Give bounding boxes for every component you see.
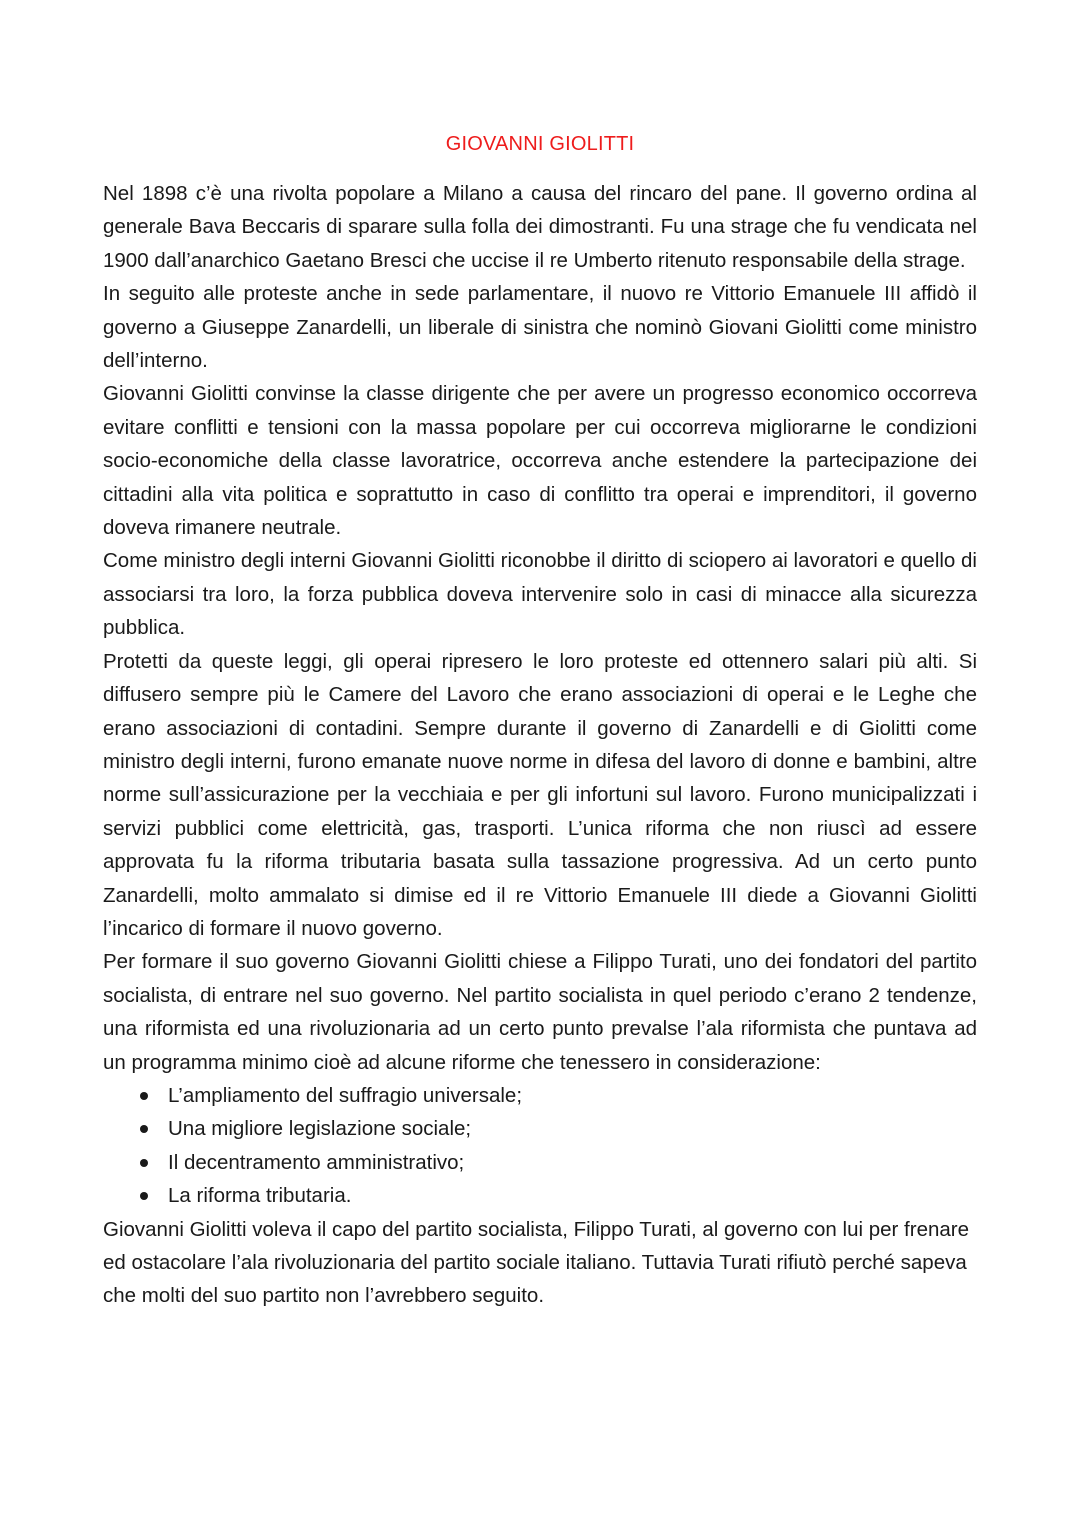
list-item-text: La riforma tributaria.: [168, 1184, 352, 1208]
paragraph: Protetti da queste leggi, gli operai ripresero le loro proteste ed ottennero salari più alti. Si diffusero sempre più le Camere del Lavoro che erano associazioni di operai e le Leghe che erano associazioni di contadini. Sempre durante il governo di Zanardelli e di Giolitti come ministro degli interni, furono emanate nuove norme in difesa del lavoro di donne e bambini, altre norme sull’assicurazione per la vecchiaia e per gli infortuni sul lavoro. Furono municipalizzati i servizi pubblici come elettricità, gas, trasporti. L’unica riforma che non riuscì ad essere approvata fu la riforma tributaria basata sulla tassazione progressiva. Ad un certo punto Zanardelli, molto ammalato si dimise ed il re Vittorio Emanuele III diede a Giovanni Giolitti l’incarico di formare il nuovo governo.: [103, 649, 977, 940]
closing-paragraph: Giovanni Giolitti voleva il capo del partito socialista, Filippo Turati, al governo con lui per frenare ed ostacolare l’ala rivoluzionaria del partito sociale italiano. Tuttavia Turati rifiutò perché sapeva che molti del suo partito non l’avrebbero seguito.: [103, 1217, 969, 1308]
list-item: [139, 1179, 977, 1212]
list-item-text: L’ampliamento del suffragio universale;: [168, 1083, 523, 1107]
paragraph: Per formare il suo governo Giovanni Giolitti chiese a Filippo Turati, uno dei fondatori del partito socialista, di entrare nel suo governo. Nel partito socialista in quel periodo c’erano 2 tendenze, una riformista ed una rivoluzionaria ad un certo punto prevalse l’ala riformista che puntava ad un programma minimo cioè ad alcune riforme che tenessero in considerazione:: [103, 950, 977, 1074]
list-item-text: Una migliore legislazione sociale;: [168, 1117, 472, 1141]
list-item: [139, 1146, 977, 1179]
paragraph: Giovanni Giolitti convinse la classe dirigente che per avere un progresso economico occorreva evitare conflitti e tensioni con la massa popolare per cui occorreva migliorarne le condizioni socio-economiche della classe lavoratrice, occorreva anche estendere la partecipazione dei cittadini alla vita politica e soprattutto in caso di conflitto tra operai e imprenditori, il governo doveva rimanere neutrale.: [103, 382, 977, 540]
page-title: GIOVANNI GIOLITTI: [445, 133, 635, 155]
paragraph: Nel 1898 c’è una rivolta popolare a Milano a causa del rincaro del pane. Il governo ordina al generale Bava Beccaris di sparare sulla folla dei dimostranti. Fu una strage che fu vendicata nel 1900 dall’anarchico Gaetano Bresci che uccise il re Umberto ritenuto responsabile della strage.: [103, 182, 977, 272]
bullet-list: [103, 1079, 977, 1213]
list-item: [139, 1112, 977, 1145]
paragraph: In seguito alle proteste anche in sede parlamentare, il nuovo re Vittorio Emanuele III affidò il governo a Giuseppe Zanardelli, un liberale di sinistra che nominò Giovani Giolitti come ministro dell’interno.: [103, 282, 977, 373]
list-item: [139, 1079, 977, 1112]
list-item-text: Il decentramento amministrativo;: [168, 1150, 465, 1174]
paragraph: Come ministro degli interni Giovanni Giolitti riconobbe il diritto di sciopero ai lavoratori e quello di associarsi tra loro, la forza pubblica doveva intervenire solo in casi di minacce alla sicurezza pubblica.: [103, 549, 977, 640]
document-body: [103, 177, 977, 1313]
